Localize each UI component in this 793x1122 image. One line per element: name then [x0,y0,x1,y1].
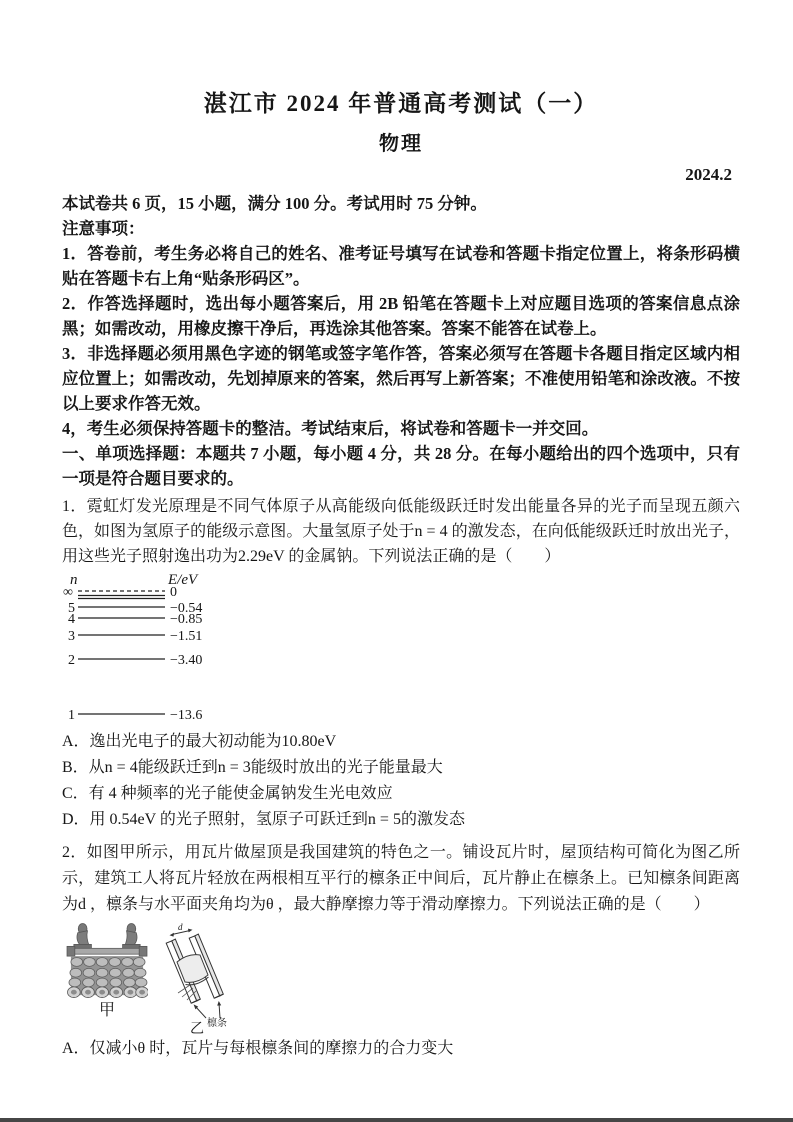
d-arrow-right-icon [188,929,193,933]
roof-ornament-right-icon [123,923,141,952]
question-2-options [62,1036,740,1062]
level-label-5: 5 [68,601,75,616]
beam-end-left [67,946,75,956]
diagram-n-header: n [70,572,78,588]
purlin-tile-diagram [160,922,248,1036]
roof-photo-figure [66,922,148,1000]
notices-block [62,216,740,491]
subject-title: 物理 [379,133,423,155]
question-1-option-c: C．有 4 种频率的光子能使金属钠发生光电效应 [62,785,393,802]
level-label-1: 1 [68,708,75,723]
page-bottom-edge [0,1118,793,1122]
notice-item-1: 1．答卷前，考生务必将自己的姓名、准考证号填写在试卷和答题卡指定位置上，将条形码横贴在答题卡右上角“贴条形码区”。 [62,244,740,288]
notice-header: 注意事项： [62,219,145,238]
question-1-options [62,729,740,833]
roof-ornament-left-icon [74,923,92,952]
level-label-2: 2 [68,653,75,668]
question-1-option-d: D．用 0.54eV 的光子照射，氢原子可跃迁到n = 5的激发态 [62,811,465,828]
level-label-infinity: ∞ [63,585,73,600]
diagram-e-header: E/eV [168,572,198,588]
page-title: 湛江市 2024 年普通高考测试（一） [203,91,599,116]
d-label: d [178,922,183,932]
notice-item-3: 3．非选择题必须用黑色字迹的钢笔或签字笔作答，答案必须写在答题卡各题目指定区域内相应位置上；如需改动，先划掉原来的答案，然后再写上新答案；不准使用铅笔和涂改液。不按以上要求作答无效。 [62,344,740,413]
d-arrow-left-icon [170,933,175,937]
level-value-2: −3.40 [170,653,203,668]
notice-item-4: 4，考生必须保持答题卡的整洁。考试结束后，将试卷和答题卡一并交回。 [62,419,599,438]
level-label-4: 4 [68,612,75,627]
figure-yi [160,922,248,1036]
question-2-figures [66,922,740,1036]
beam-end-right [139,946,147,956]
page-content [62,0,740,1062]
question-1-stem: 1．霓虹灯发光原理是不同气体原子从高能级向低能级跃迁时发出能量各异的光子而呈现五颜六色，如图为氢原子的能级示意图。大量氢原子处于n = 4 的激发态，在向低能级跃迁时放出光子，用这些光子照射逸出功为2.29eV 的金属钠。下列说法正确的是（ ） [62,498,740,565]
energy-level-diagram [62,571,312,729]
level-label-3: 3 [68,629,75,644]
lintiao-arrow-right-icon [217,1001,221,1006]
figure-yi-caption: 乙 [190,1022,204,1036]
level-value-4: −0.85 [170,612,203,627]
exam-date: 2024.2 [685,165,732,184]
level-value-5: −0.54 [170,601,203,616]
question-1-option-a: A．逸出光电子的最大初动能为10.80eV [62,733,337,750]
figure-jia [66,922,148,1021]
lintiao-label: 檩条 [207,1018,227,1029]
level-value-3: −1.51 [170,629,203,644]
exam-info-line: 本试卷共 6 页，15 小题，满分 100 分。考试用时 75 分钟。 [62,194,487,213]
question-2-option-a: A．仅减小θ 时，瓦片与每根檩条间的摩擦力的合力变大 [62,1040,454,1057]
tile-rows [68,956,148,997]
question-2-stem: 2．如图甲所示，用瓦片做屋顶是我国建筑的特色之一。铺设瓦片时，屋顶结构可简化为图乙所示，建筑工人将瓦片轻放在两根相互平行的檩条正中间后，瓦片静止在檩条上。已知檩条间距离为d ，檩条与水平面夹角均为θ ，最大静摩擦力等于滑动摩擦力。下列说法正确的是（ ） [62,844,740,913]
ridge-beam [71,948,143,954]
level-value-infinity: 0 [170,585,177,600]
question-1-option-b: B．从n = 4能级跃迁到n = 3能级时放出的光子能量最大 [62,759,443,776]
section-1-header: 一、单项选择题：本题共 7 小题，每小题 4 分，共 28 分。在每小题给出的四个选项中，只有一项是符合题目要求的。 [62,444,740,488]
figure-jia-caption: 甲 [98,1002,115,1019]
level-value-1: −13.6 [170,708,203,723]
notice-item-2: 2．作答选择题时，选出每小题答案后，用 2B 铅笔在答题卡上对应题目选项的答案信息点涂黑；如需改动，用橡皮擦干净后，再选涂其他答案。答案不能答在试卷上。 [62,294,740,338]
